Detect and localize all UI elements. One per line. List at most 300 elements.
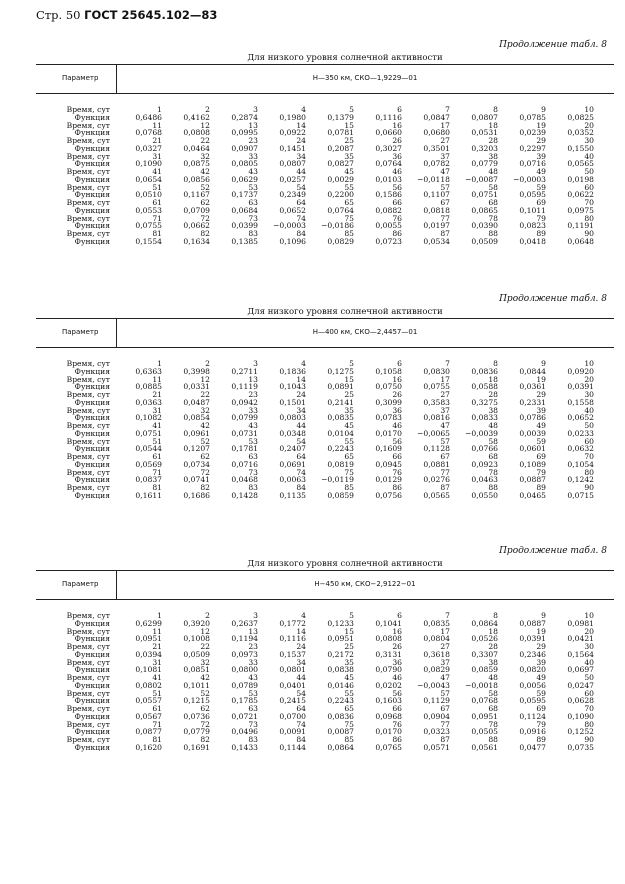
table-header xyxy=(36,64,614,94)
time-cell: 5 xyxy=(349,105,354,114)
time-cell: 26 xyxy=(392,642,402,651)
value-cell: 0,3027 xyxy=(375,143,402,153)
value-cell: 0,1107 xyxy=(423,190,450,200)
function-row xyxy=(36,682,614,690)
time-cell: 21 xyxy=(152,136,162,145)
time-cell: 59 xyxy=(536,436,546,446)
value-cell: 0,0550 xyxy=(471,490,498,500)
time-cell: 77 xyxy=(440,467,450,477)
value-cell: 0,1554 xyxy=(135,236,162,246)
value-cell: 0,1603 xyxy=(375,696,402,706)
time-cell: 75 xyxy=(344,213,354,223)
row-label: Функция xyxy=(74,221,110,231)
function-row xyxy=(36,728,614,736)
value-cell: 0,0544 xyxy=(135,444,162,454)
value-cell: 0,0837 xyxy=(135,475,162,485)
time-cell: 29 xyxy=(536,642,546,651)
value-cell: 0,0571 xyxy=(423,742,450,752)
value-cell: 0,0063 xyxy=(279,475,306,485)
parameter-header: Параметр xyxy=(62,580,99,588)
value-cell: 0,0833 xyxy=(471,413,498,423)
value-cell: 0,0891 xyxy=(327,382,354,392)
time-cell: 35 xyxy=(344,151,354,161)
time-cell: 26 xyxy=(392,136,402,145)
time-cell: 73 xyxy=(248,719,258,729)
value-cell: 0,0087 xyxy=(327,727,354,737)
value-cell: 0,0765 xyxy=(375,742,402,752)
time-cell: 65 xyxy=(344,198,354,207)
time-cell: 40 xyxy=(584,657,594,667)
row-label: Время, сут xyxy=(66,657,110,667)
value-cell: 0,1379 xyxy=(327,112,354,122)
row-label: Функция xyxy=(74,397,110,407)
time-cell: 38 xyxy=(488,405,498,415)
time-cell: 46 xyxy=(392,421,402,430)
time-cell: 20 xyxy=(584,626,594,636)
time-cell: 70 xyxy=(584,452,594,461)
row-label: Функция xyxy=(74,382,110,392)
time-cell: 38 xyxy=(488,657,498,667)
value-cell: 0,0104 xyxy=(327,428,354,438)
row-label: Функция xyxy=(74,366,110,376)
value-cell: 0,0781 xyxy=(327,128,354,138)
value-cell: 0,0091 xyxy=(279,727,306,737)
time-cell: 36 xyxy=(392,151,402,161)
time-cell: 41 xyxy=(152,421,162,430)
value-cell: 0,1691 xyxy=(183,742,210,752)
time-cell: 33 xyxy=(248,657,258,667)
time-cell: 55 xyxy=(344,436,354,446)
continuation-label-1: Продолжение табл. 8 xyxy=(499,40,607,50)
time-cell: 67 xyxy=(440,704,450,713)
value-cell: 0,0331 xyxy=(183,382,210,392)
function-row xyxy=(36,222,614,230)
value-cell: 0,0239 xyxy=(519,128,546,138)
table-header xyxy=(36,570,614,600)
time-cell: 82 xyxy=(200,735,210,744)
function-row xyxy=(36,145,614,153)
value-cell: 0,1233 xyxy=(327,618,354,628)
data-table xyxy=(36,106,614,246)
value-cell: 0,0468 xyxy=(231,475,258,485)
value-cell: 0,1537 xyxy=(279,649,306,659)
value-cell: 0,1058 xyxy=(375,366,402,376)
time-cell: 41 xyxy=(152,167,162,176)
row-label: Время, сут xyxy=(66,120,110,130)
value-cell: 0,0734 xyxy=(183,459,210,469)
time-cell: 13 xyxy=(248,374,258,384)
time-cell: 66 xyxy=(392,452,402,461)
time-cell: 15 xyxy=(344,626,354,636)
time-cell: 59 xyxy=(536,688,546,698)
time-cell: 87 xyxy=(440,735,450,744)
value-cell: 0,0907 xyxy=(231,143,258,153)
value-cell: 0,0557 xyxy=(135,696,162,706)
time-cell: 80 xyxy=(584,213,594,223)
time-cell: 53 xyxy=(248,688,258,698)
time-cell: 52 xyxy=(200,182,210,192)
value-cell: 0,1128 xyxy=(423,444,450,454)
value-cell: 0,0864 xyxy=(471,618,498,628)
value-cell: 0,0561 xyxy=(471,742,498,752)
time-cell: 18 xyxy=(488,626,498,636)
function-row xyxy=(36,461,614,469)
value-cell: 0,3583 xyxy=(423,397,450,407)
value-cell: 0,0736 xyxy=(183,711,210,721)
row-label: Время, сут xyxy=(66,405,110,415)
time-cell: 59 xyxy=(536,182,546,192)
value-cell: 0,1043 xyxy=(279,382,306,392)
value-cell: 0,0945 xyxy=(375,459,402,469)
time-cell: 74 xyxy=(296,467,306,477)
time-cell: 57 xyxy=(440,688,450,698)
time-cell: 89 xyxy=(536,735,546,744)
value-cell: 0,0768 xyxy=(471,696,498,706)
time-cell: 47 xyxy=(440,421,450,430)
value-cell: 0,0835 xyxy=(327,413,354,423)
value-cell: 0,1781 xyxy=(231,444,258,454)
value-cell: 0,0856 xyxy=(183,174,210,184)
time-cell: 71 xyxy=(152,719,162,729)
value-cell: 0,0973 xyxy=(231,649,258,659)
value-cell: 0,0421 xyxy=(567,634,594,644)
function-row xyxy=(36,207,614,215)
time-cell: 48 xyxy=(488,421,498,430)
value-cell: 0,0680 xyxy=(423,128,450,138)
value-cell: −0,0186 xyxy=(321,221,354,231)
value-cell: 0,0827 xyxy=(327,159,354,169)
function-row xyxy=(36,368,614,376)
value-cell: 0,0750 xyxy=(375,382,402,392)
function-row xyxy=(36,651,614,659)
value-cell: 0,0129 xyxy=(375,475,402,485)
time-cell: 79 xyxy=(536,213,546,223)
value-cell: 0,1194 xyxy=(231,634,258,644)
time-cell: 65 xyxy=(344,704,354,713)
time-cell: 10 xyxy=(584,611,594,620)
time-cell: 51 xyxy=(152,688,162,698)
value-cell: 0,0526 xyxy=(471,634,498,644)
value-cell: 0,0588 xyxy=(471,382,498,392)
time-cell: 12 xyxy=(200,626,210,636)
value-cell: 0,0951 xyxy=(135,634,162,644)
time-cell: 84 xyxy=(296,483,306,492)
function-row xyxy=(36,666,614,674)
row-label: Время, сут xyxy=(66,467,110,477)
time-cell: 58 xyxy=(488,182,498,192)
time-cell: 54 xyxy=(296,436,306,446)
time-cell: 83 xyxy=(248,229,258,238)
value-cell: −0,0003 xyxy=(273,221,306,231)
time-cell: 75 xyxy=(344,719,354,729)
time-cell: 48 xyxy=(488,673,498,682)
time-cell: 86 xyxy=(392,483,402,492)
time-cell: 45 xyxy=(344,421,354,430)
value-cell: 0,1586 xyxy=(375,190,402,200)
value-cell: 0,0721 xyxy=(231,711,258,721)
value-cell: 0,1609 xyxy=(375,444,402,454)
value-cell: 0,0348 xyxy=(279,428,306,438)
time-cell: 62 xyxy=(200,452,210,461)
value-cell: 0,0766 xyxy=(471,444,498,454)
row-label: Время, сут xyxy=(66,167,110,176)
function-row xyxy=(36,430,614,438)
value-cell: 0,1116 xyxy=(375,112,402,122)
row-label: Время, сут xyxy=(66,688,110,698)
value-cell: 0,0823 xyxy=(519,221,546,231)
row-label: Функция xyxy=(74,634,110,644)
time-cell: 64 xyxy=(296,198,306,207)
time-cell: 60 xyxy=(584,688,594,698)
time-cell: 44 xyxy=(296,673,306,682)
time-cell: 58 xyxy=(488,436,498,446)
time-cell: 24 xyxy=(296,642,306,651)
parameter-header: Параметр xyxy=(62,328,99,336)
time-cell: 90 xyxy=(584,483,594,492)
time-cell: 42 xyxy=(200,673,210,682)
time-cell: 63 xyxy=(248,704,258,713)
value-cell: 0,0741 xyxy=(183,475,210,485)
time-cell: 88 xyxy=(488,229,498,238)
value-cell: 0,1737 xyxy=(231,190,258,200)
value-cell: 0,1611 xyxy=(135,490,162,500)
time-cell: 54 xyxy=(296,182,306,192)
value-cell: 0,2711 xyxy=(231,366,258,376)
row-label: Время, сут xyxy=(66,483,110,492)
value-cell: 0,0352 xyxy=(567,128,594,138)
value-cell: 0,0803 xyxy=(279,413,306,423)
value-cell: 0,0029 xyxy=(327,174,354,184)
continuation-label-2: Продолжение табл. 8 xyxy=(499,294,607,304)
value-cell: 0,0802 xyxy=(135,680,162,690)
row-label: Время, сут xyxy=(66,436,110,446)
value-cell: 0,0390 xyxy=(471,221,498,231)
time-cell: 34 xyxy=(296,405,306,415)
value-cell: 0,3920 xyxy=(183,618,210,628)
time-cell: 7 xyxy=(445,359,450,368)
time-cell: 25 xyxy=(344,390,354,399)
value-cell: 0,0198 xyxy=(567,174,594,184)
time-cell: 2 xyxy=(205,359,210,368)
value-cell: 0,0323 xyxy=(423,727,450,737)
time-cell: 76 xyxy=(392,213,402,223)
time-cell: 15 xyxy=(344,374,354,384)
time-cell: 11 xyxy=(152,120,162,130)
value-cell: 0,1451 xyxy=(279,143,306,153)
value-cell: −0,0018 xyxy=(465,680,498,690)
time-cell: 40 xyxy=(584,151,594,161)
value-cell: 0,0233 xyxy=(567,428,594,438)
value-cell: 0,0715 xyxy=(567,490,594,500)
time-cell: 81 xyxy=(152,229,162,238)
value-cell: 0,0885 xyxy=(135,382,162,392)
value-cell: 0,0820 xyxy=(519,665,546,675)
time-cell: 71 xyxy=(152,213,162,223)
time-cell: 61 xyxy=(152,704,162,713)
row-label: Функция xyxy=(74,711,110,721)
value-cell: 0,0662 xyxy=(183,221,210,231)
value-cell: 0,0756 xyxy=(375,490,402,500)
value-cell: 0,0799 xyxy=(231,413,258,423)
time-cell: 89 xyxy=(536,483,546,492)
time-cell: 84 xyxy=(296,229,306,238)
time-cell: 9 xyxy=(541,611,546,620)
value-cell: 0,0825 xyxy=(567,112,594,122)
altitude-info: H—350 км, СКО—1,9229—01 xyxy=(312,74,418,82)
value-cell: 0,2349 xyxy=(279,190,306,200)
row-label: Время, сут xyxy=(66,673,110,682)
row-label: Функция xyxy=(74,190,110,200)
value-cell: 0,0751 xyxy=(471,190,498,200)
value-cell: 0,0887 xyxy=(519,618,546,628)
function-row xyxy=(36,238,614,246)
time-cell: 83 xyxy=(248,483,258,492)
value-cell: 0,0829 xyxy=(423,665,450,675)
value-cell: 0,0628 xyxy=(567,696,594,706)
time-cell: 19 xyxy=(536,120,546,130)
value-cell: 0,0975 xyxy=(567,205,594,215)
value-cell: 0,0723 xyxy=(375,236,402,246)
time-cell: 37 xyxy=(440,151,450,161)
time-cell: 38 xyxy=(488,151,498,161)
row-label: Функция xyxy=(74,459,110,469)
time-cell: 73 xyxy=(248,467,258,477)
value-cell: 0,0882 xyxy=(375,205,402,215)
time-cell: 1 xyxy=(157,359,162,368)
time-cell: 32 xyxy=(200,405,210,415)
time-cell: 57 xyxy=(440,182,450,192)
time-cell: 69 xyxy=(536,704,546,713)
time-cell: 62 xyxy=(200,704,210,713)
value-cell: 0,1082 xyxy=(135,413,162,423)
time-cell: 55 xyxy=(344,182,354,192)
value-cell: 0,0716 xyxy=(519,159,546,169)
time-cell: 12 xyxy=(200,374,210,384)
time-cell: 63 xyxy=(248,452,258,461)
value-cell: 0,0565 xyxy=(567,159,594,169)
value-cell: 0,0553 xyxy=(135,205,162,215)
value-cell: 0,1116 xyxy=(279,634,306,644)
time-cell: 18 xyxy=(488,120,498,130)
row-label: Время, сут xyxy=(66,182,110,192)
time-cell: 34 xyxy=(296,151,306,161)
time-cell: 64 xyxy=(296,452,306,461)
value-cell: 0,0904 xyxy=(423,711,450,721)
value-cell: 0,0391 xyxy=(519,634,546,644)
time-cell: 23 xyxy=(248,642,258,651)
value-cell: 0,0755 xyxy=(423,382,450,392)
value-cell: 0,0505 xyxy=(471,727,498,737)
value-cell: 0,6299 xyxy=(135,618,162,628)
time-cell: 42 xyxy=(200,421,210,430)
value-cell: −0,0119 xyxy=(321,475,354,485)
time-cell: 19 xyxy=(536,626,546,636)
value-cell: 0,2243 xyxy=(327,696,354,706)
value-cell: 0,0197 xyxy=(423,221,450,231)
time-cell: 4 xyxy=(301,105,306,114)
time-cell: 22 xyxy=(200,390,210,399)
row-label: Время, сут xyxy=(66,359,110,368)
value-cell: 0,0887 xyxy=(519,475,546,485)
time-cell: 60 xyxy=(584,182,594,192)
time-cell: 17 xyxy=(440,374,450,384)
time-cell: 84 xyxy=(296,735,306,744)
time-cell: 67 xyxy=(440,452,450,461)
time-cell: 37 xyxy=(440,405,450,415)
value-cell: 0,0819 xyxy=(327,459,354,469)
time-cell: 72 xyxy=(200,213,210,223)
value-cell: 0,0477 xyxy=(519,742,546,752)
time-cell: 33 xyxy=(248,405,258,415)
row-label: Время, сут xyxy=(66,105,110,114)
row-label: Время, сут xyxy=(66,452,110,461)
time-cell: 21 xyxy=(152,390,162,399)
row-label: Функция xyxy=(74,475,110,485)
value-cell: 0,0496 xyxy=(231,727,258,737)
value-cell: 0,1501 xyxy=(279,397,306,407)
time-cell: 13 xyxy=(248,626,258,636)
value-cell: −0,0039 xyxy=(465,428,498,438)
time-cell: 54 xyxy=(296,688,306,698)
value-cell: 0,0801 xyxy=(279,665,306,675)
time-cell: 78 xyxy=(488,213,498,223)
table-section xyxy=(36,52,614,246)
value-cell: 0,1686 xyxy=(183,490,210,500)
time-cell: 78 xyxy=(488,719,498,729)
function-row xyxy=(36,414,614,422)
value-cell: 0,0764 xyxy=(375,159,402,169)
time-cell: 22 xyxy=(200,136,210,145)
value-cell: 0,0697 xyxy=(567,665,594,675)
time-cell: 3 xyxy=(253,105,258,114)
value-cell: 0,0755 xyxy=(135,221,162,231)
time-cell: 29 xyxy=(536,390,546,399)
time-cell: 81 xyxy=(152,483,162,492)
value-cell: 0,1144 xyxy=(279,742,306,752)
time-cell: 61 xyxy=(152,198,162,207)
time-cell: 79 xyxy=(536,719,546,729)
value-cell: 0,0463 xyxy=(471,475,498,485)
function-row xyxy=(36,129,614,137)
value-cell: 0,1785 xyxy=(231,696,258,706)
time-cell: 17 xyxy=(440,626,450,636)
value-cell: 0,0807 xyxy=(279,159,306,169)
value-cell: 0,0660 xyxy=(375,128,402,138)
value-cell: 0,0391 xyxy=(567,382,594,392)
altitude-info: H−450 км, СКО−2,9122−01 xyxy=(314,580,416,588)
value-cell: −0,0003 xyxy=(513,174,546,184)
altitude-info: H—400 км, СКО—2,4457—01 xyxy=(312,328,418,336)
time-cell: 6 xyxy=(397,105,402,114)
parameter-header: Параметр xyxy=(62,74,99,82)
value-cell: 0,0363 xyxy=(135,397,162,407)
value-cell: 0,0202 xyxy=(375,680,402,690)
time-cell: 31 xyxy=(152,405,162,415)
value-cell: 0,1191 xyxy=(567,221,594,231)
row-label: Время, сут xyxy=(66,229,110,238)
row-label: Время, сут xyxy=(66,151,110,161)
value-cell: 0,1242 xyxy=(567,475,594,485)
time-cell: 41 xyxy=(152,673,162,682)
time-cell: 19 xyxy=(536,374,546,384)
time-cell: 14 xyxy=(296,120,306,130)
row-label: Функция xyxy=(74,490,110,500)
value-cell: 0,1428 xyxy=(231,490,258,500)
row-label: Функция xyxy=(74,143,110,153)
value-cell: 0,0731 xyxy=(231,428,258,438)
time-cell: 28 xyxy=(488,390,498,399)
value-cell: 0,0622 xyxy=(567,190,594,200)
